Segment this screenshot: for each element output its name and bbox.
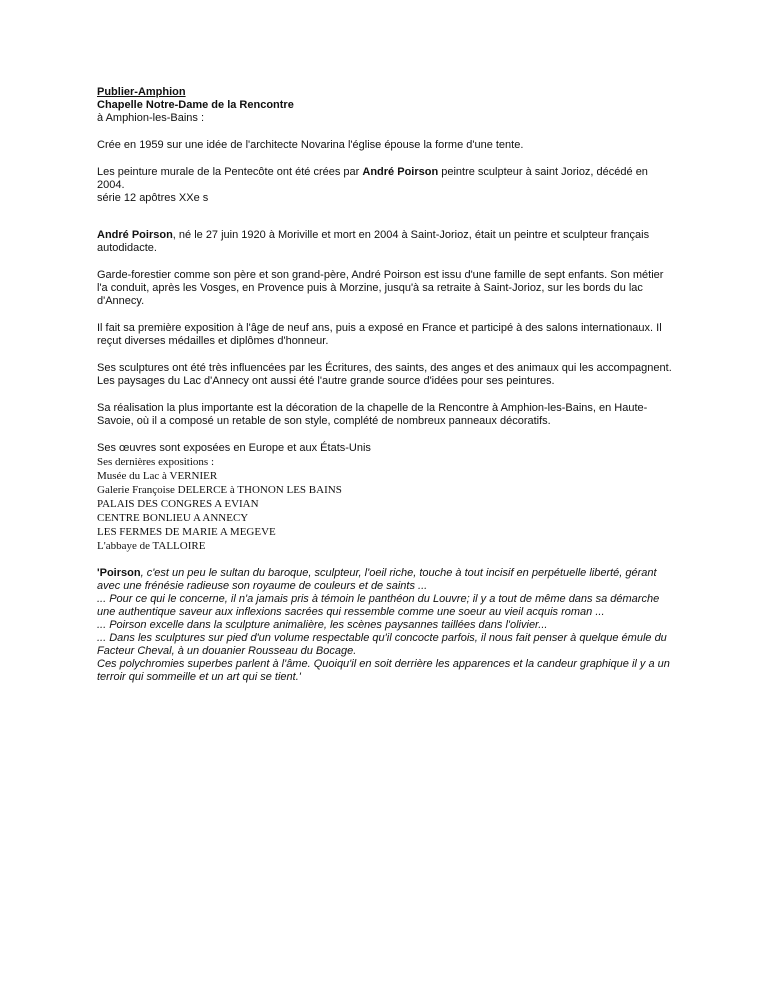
series-line: série 12 apôtres XXe s [97, 192, 209, 204]
exhibition-item: L'abbaye de TALLOIRE [97, 540, 206, 552]
quote-text: , c'est un peu le sultan du baroque, sculpteur, l'oeil riche, touche à tout incisif en perpétuelle liberté, gérant avec une frénésie radieuse son royaume de couleurs et de saints ... [97, 567, 657, 592]
quote-name: 'Poirson [97, 567, 141, 579]
murals-prefix: Les peinture murale de la Pentecôte ont été crées par [97, 166, 363, 178]
exhibition-item: Galerie Françoise DELERCE à THONON LES BAINS [97, 484, 342, 496]
quote-line: ... Dans les sculptures sur pied d'un volume respectable qu'il concocte parfois, il nous fait penser à quelque émule du Facteur Cheval, à un douanier Rousseau du Bocage. [97, 632, 667, 657]
first-show-paragraph: Il fait sa première exposition à l'âge de neuf ans, puis a exposé en France et participé à des salons internationaux. Il reçut diverses médailles et diplômes d'honneur. [97, 322, 662, 347]
bio-text: , né le 27 juin 1920 à Moriville et mort en 2004 à Saint-Jorioz, était un peintre et sculpteur français autodidacte. [97, 229, 650, 254]
exhibition-item: Musée du Lac à VERNIER [97, 470, 218, 482]
exhibition-item: LES FERMES DE MARIE A MEGEVE [97, 526, 276, 538]
main-work-paragraph: Sa réalisation la plus importante est la décoration de la chapelle de la Rencontre à Amphion-les-Bains, en Haute-Savoie, où il a composé un retable de son style, complété de nombreux panneaux décoratifs. [97, 402, 648, 427]
quote-line: ... Poirson excelle dans la sculpture animalière, les scènes paysannes taillées dans l'olivier... [97, 619, 548, 631]
bio-artist-name: André Poirson [97, 229, 173, 241]
bio-paragraph [97, 229, 677, 255]
chapel-location: à Amphion-les-Bains : [97, 112, 204, 124]
exhibition-item: CENTRE BONLIEU A ANNECY [97, 512, 249, 524]
chapel-title: Chapelle Notre-Dame de la Rencontre [97, 99, 294, 111]
document-page [97, 86, 677, 684]
intro-paragraph: Crée en 1959 sur une idée de l'architecte Novarina l'église épouse la forme d'une tente. [97, 139, 524, 151]
quote-line [97, 567, 677, 593]
influences-paragraph: Ses sculptures ont été très influencées par les Écritures, des saints, des anges et des animaux qui les accompagnent. Les paysages du Lac d'Annecy ont aussi été l'autre grande source d'idées pour ses peintures. [97, 362, 672, 387]
family-paragraph: Garde-forestier comme son père et son grand-père, André Poirson est issu d'une famille de sept enfants. Son métier l'a conduit, après les Vosges, en Provence puis à Morzine, jusqu'à sa retraite à Saint-Jorioz, sur les bords du lac d'Annecy. [97, 269, 664, 307]
murals-paragraph [97, 166, 677, 192]
exhibitions-heading: Ses dernières expositions : [97, 456, 215, 468]
quote-block [97, 567, 677, 684]
exhibition-item: PALAIS DES CONGRES A EVIAN [97, 498, 259, 510]
exhibitions-lead: Ses œuvres sont exposées en Europe et aux États-Unis [97, 442, 371, 454]
quote-line: ... Pour ce qui le concerne, il n'a jamais pris à témoin le panthéon du Louvre; il y a tout de même dans sa démarche une authentique saveur aux inflexions sacrées qui ressemble comme une soeur au vieil acquis roman ... [97, 593, 660, 618]
header-link[interactable]: Publier-Amphion [97, 86, 186, 98]
quote-line: Ces polychromies superbes parlent à l'âme. Quoiqu'il en soit derrière les apparences et la candeur graphique il y a un terroir qui sommeille et un art qui se tient.' [97, 658, 670, 683]
murals-suffix: peintre sculpteur à saint Jorioz, décédé en 2004. [97, 166, 648, 191]
murals-artist-name: André Poirson [362, 166, 439, 178]
